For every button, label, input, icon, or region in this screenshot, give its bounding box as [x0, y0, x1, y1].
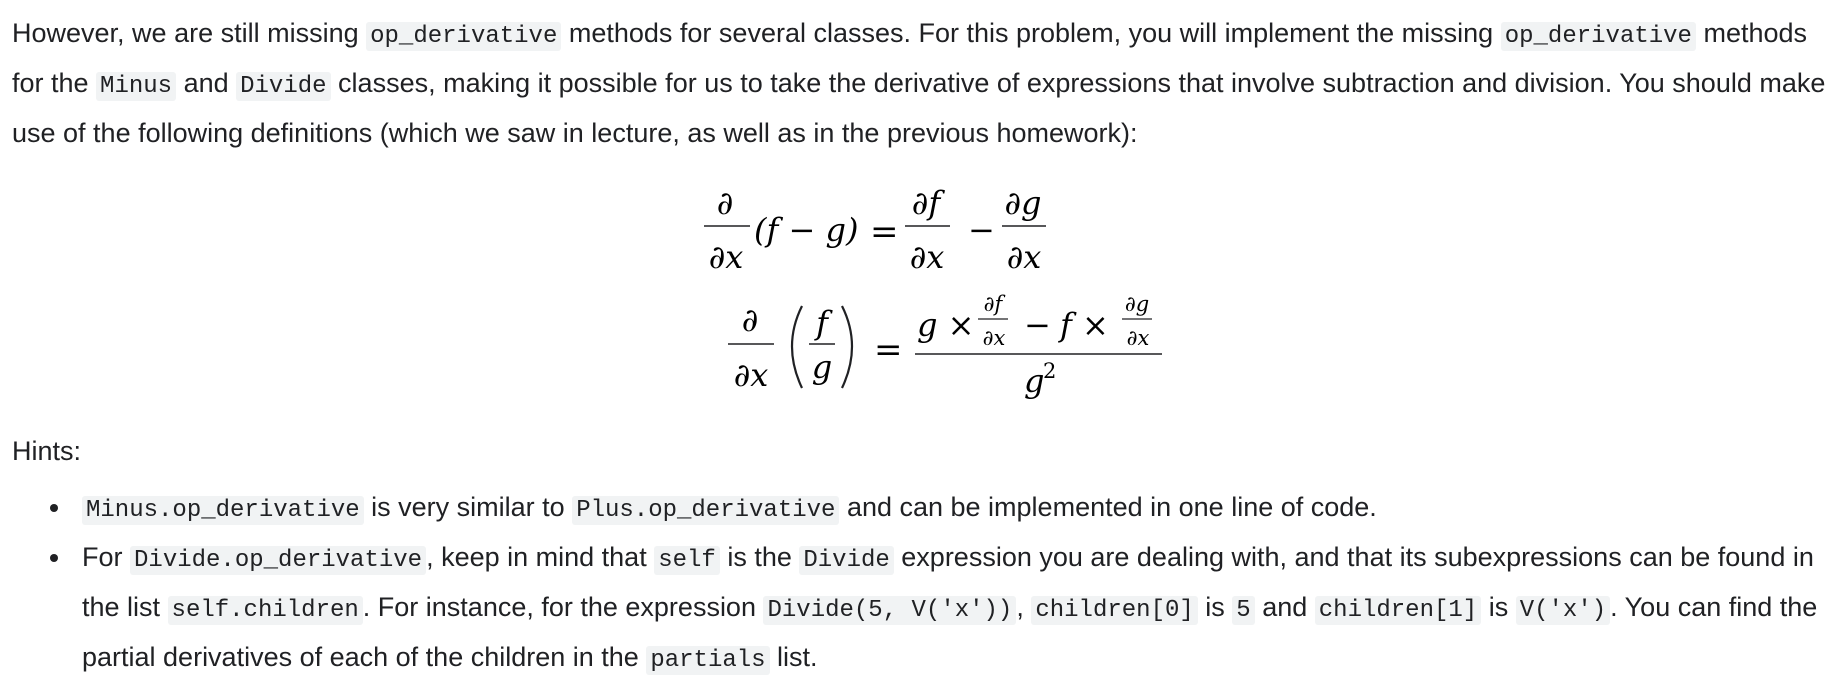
- svg-text:∂x: ∂x: [1006, 238, 1042, 276]
- code-divide-example: Divide(5, V('x')): [763, 596, 1016, 625]
- code-self: self: [654, 546, 720, 575]
- code-v-x: V('x'): [1516, 596, 1610, 625]
- svg-text:∂g: ∂g: [1124, 292, 1150, 316]
- text: is the: [719, 542, 800, 572]
- list-item: [82, 534, 1833, 684]
- text: . For instance, for the expression: [362, 592, 764, 622]
- svg-text:∂x: ∂x: [708, 238, 744, 276]
- svg-text:g: g: [811, 348, 833, 386]
- text: is: [1197, 592, 1233, 622]
- code-children-0: children[0]: [1031, 596, 1197, 625]
- code-self-children: self.children: [168, 596, 363, 625]
- text: classes, making it possible for us to take the derivative of expressions that involve subtraction and division. You should make use of the following definitions (which we saw in lecture, as well as in the previous homework):: [12, 68, 1826, 148]
- svg-text:∂f: ∂f: [983, 292, 1003, 316]
- code-op-derivative: op_derivative: [366, 22, 561, 51]
- hints-label: Hints:: [12, 436, 82, 466]
- svg-text:2: 2: [1043, 359, 1057, 383]
- svg-text:∂: ∂: [716, 184, 734, 222]
- svg-text:∂: ∂: [741, 301, 759, 339]
- code-op-derivative: op_derivative: [1501, 22, 1696, 51]
- text: and: [176, 68, 237, 98]
- svg-text:∂x: ∂x: [982, 326, 1006, 350]
- text: is: [1481, 592, 1516, 622]
- code-five: 5: [1232, 596, 1254, 625]
- text: and: [1254, 592, 1315, 622]
- intro-paragraph: [12, 10, 1833, 156]
- code-children-1: children[1]: [1315, 596, 1481, 625]
- text: , keep in mind that: [426, 542, 655, 572]
- svg-text:−: −: [968, 211, 995, 249]
- svg-text:∂x: ∂x: [1126, 326, 1150, 350]
- svg-text:f: f: [816, 304, 828, 342]
- svg-text:g: g: [1024, 362, 1045, 400]
- svg-text:∂x: ∂x: [733, 356, 769, 394]
- text: For: [82, 542, 131, 572]
- math-block: [12, 156, 1833, 428]
- code-plus-op-derivative: Plus.op_derivative: [572, 496, 839, 525]
- equation-minus-rule: [704, 184, 1046, 276]
- svg-text:∂f: ∂f: [911, 184, 941, 222]
- code-divide: Divide: [799, 546, 893, 575]
- svg-text:−: −: [1024, 306, 1051, 344]
- svg-text:g ×: g ×: [917, 306, 975, 344]
- text: . You can find the partial derivatives of each of the children in the: [82, 592, 1818, 672]
- text: and can be implemented in one line of code.: [839, 492, 1377, 522]
- code-minus: Minus: [96, 72, 176, 101]
- text: is very similar to: [363, 492, 573, 522]
- svg-text:∂g: ∂g: [1004, 184, 1042, 222]
- list-item: [82, 484, 1833, 534]
- svg-text:=: =: [870, 212, 899, 252]
- text: list.: [769, 642, 818, 672]
- equations-figure: [12, 156, 1833, 428]
- code-minus-op-derivative: Minus.op_derivative: [82, 496, 364, 525]
- hints-list: [12, 484, 1833, 684]
- text: methods for the: [12, 18, 1808, 98]
- text: expression you are dealing with, and that its subexpressions can be found in the list: [82, 542, 1814, 622]
- svg-text:=: =: [874, 330, 903, 370]
- svg-text:f ×: f ×: [1060, 306, 1109, 344]
- code-divide: Divide: [236, 72, 330, 101]
- code-partials: partials: [646, 646, 769, 675]
- equation-divide-rule: [728, 292, 1162, 400]
- text: methods for several classes. For this problem, you will implement the missing: [561, 18, 1501, 48]
- text: ,: [1016, 592, 1032, 622]
- text: However, we are still missing: [12, 18, 367, 48]
- svg-text:∂x: ∂x: [909, 238, 945, 276]
- code-divide-op-derivative: Divide.op_derivative: [130, 546, 426, 575]
- svg-text:(f − g): (f − g): [754, 211, 859, 249]
